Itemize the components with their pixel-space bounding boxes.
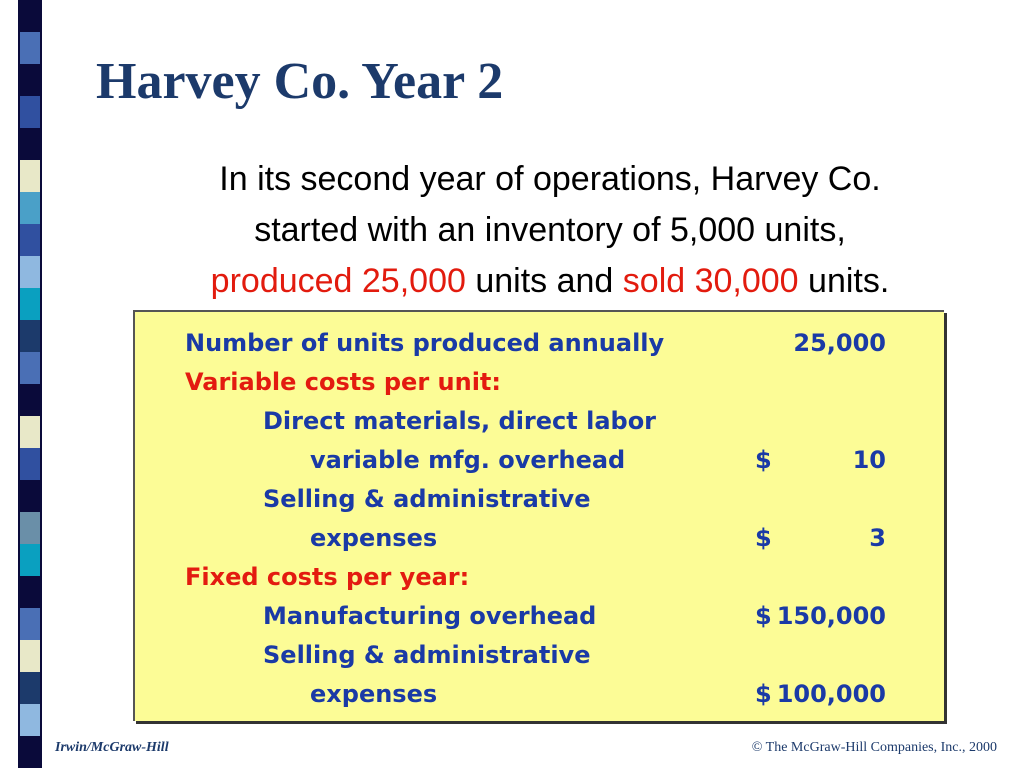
produced-highlight: produced 25,000 [210, 262, 466, 300]
table-row-fixed-expenses [135, 676, 944, 712]
row-label: Manufacturing overhead [263, 602, 597, 630]
row-value: 25,000 [793, 329, 886, 357]
table-row-selling-admin-variable [135, 481, 944, 517]
table-row-direct-materials [135, 403, 944, 439]
row-label: Selling & administrative [263, 641, 591, 669]
row-label: expenses [310, 524, 438, 552]
intro-text [100, 154, 1000, 307]
row-currency: $ [755, 602, 772, 630]
table-row-variable-overhead [135, 442, 944, 478]
row-label: variable mfg. overhead [310, 446, 626, 474]
intro-line-2: started with an inventory of 5,000 units, [254, 211, 846, 249]
table-row-variable-expenses [135, 520, 944, 556]
row-value: 10 [852, 446, 886, 474]
row-currency: $ [755, 680, 772, 708]
row-label: expenses [310, 680, 438, 708]
footer-publisher: Irwin/McGraw-Hill [55, 740, 169, 755]
row-label: Variable costs per unit: [185, 368, 501, 396]
intro-line-1: In its second year of operations, Harvey Co. [219, 160, 881, 198]
cost-table-panel [133, 310, 944, 721]
table-row-variable-costs-heading [135, 364, 944, 400]
slide-title: Harvey Co. Year 2 [96, 53, 504, 110]
table-row-fixed-costs-heading [135, 559, 944, 595]
sold-highlight: sold 30,000 [622, 262, 799, 300]
row-currency: $ [755, 446, 772, 474]
row-label: Selling & administrative [263, 485, 591, 513]
row-value: 150,000 [776, 602, 886, 630]
table-row-units-produced [135, 325, 944, 361]
table-row-selling-admin-fixed [135, 637, 944, 673]
row-value: 3 [869, 524, 886, 552]
intro-line-3 [100, 256, 1000, 307]
table-row-manufacturing-overhead [135, 598, 944, 634]
left-decorative-stripe [18, 0, 42, 768]
row-label: Direct materials, direct labor [263, 407, 657, 435]
row-currency: $ [755, 524, 772, 552]
footer-copyright: © The McGraw-Hill Companies, Inc., 2000 [751, 740, 997, 755]
row-value: 100,000 [776, 680, 886, 708]
intro-mid-text: units and [465, 262, 623, 300]
intro-end-text: units. [798, 262, 890, 300]
row-label: Fixed costs per year: [185, 563, 470, 591]
row-label: Number of units produced annually [185, 329, 665, 357]
